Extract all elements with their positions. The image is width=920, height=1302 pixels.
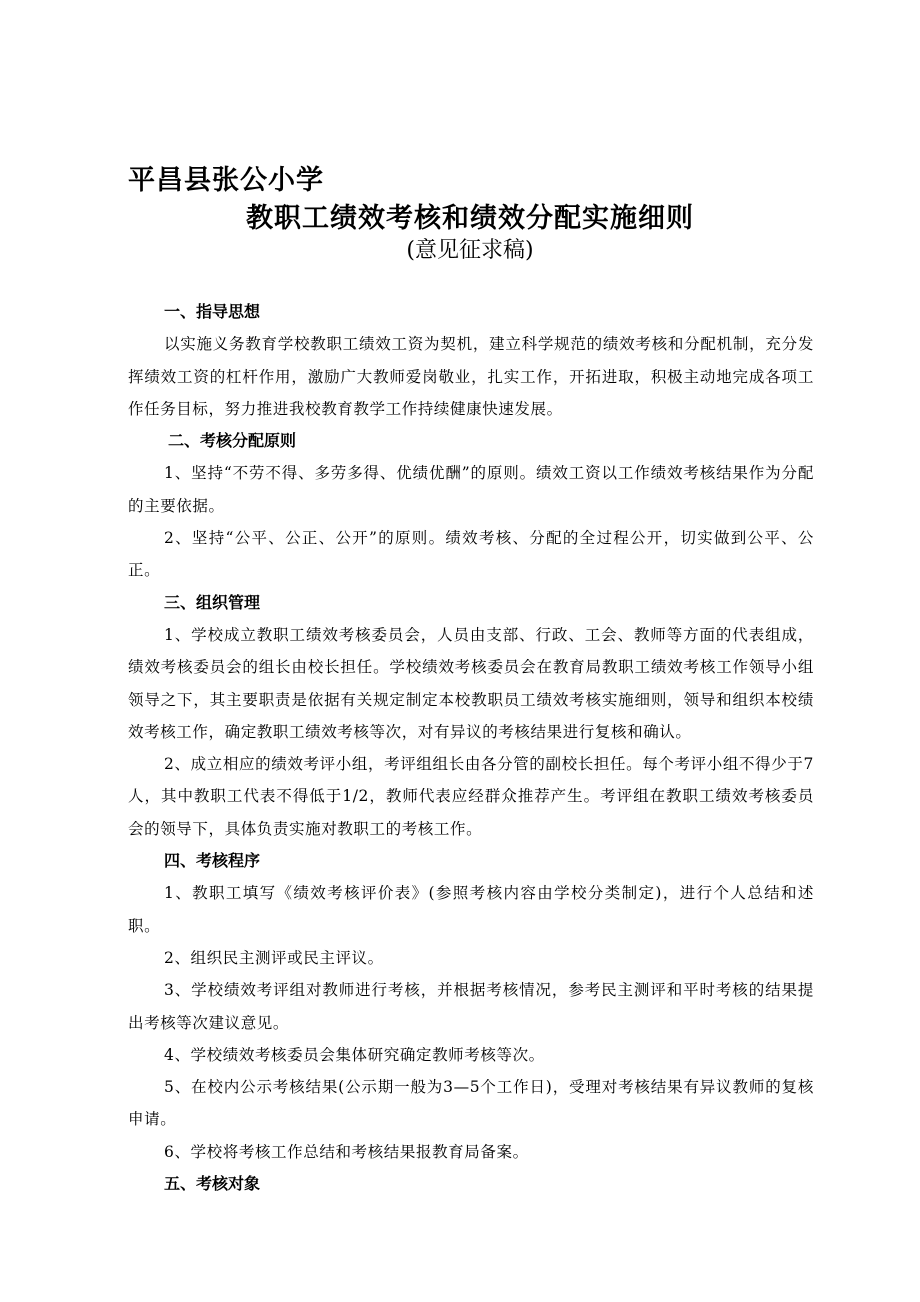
paragraph: 2、组织民主测评或民主评议。 <box>164 948 384 967</box>
paragraph: 2、成立相应的绩效考评小组，考评组组长由各分管的副校长担任。每个考评小组不得少于7人，其中教职工代表不得低于1/2，教师代表应经群众推荐产生。考评组在教职工绩效考核委员会的领导下，具体负责实施对教职工的考核工作。 <box>128 755 814 838</box>
paragraph: 2、坚持“公平、公正、公开”的原则。绩效考核、分配的全过程公开，切实做到公平、公正。 <box>128 529 814 580</box>
document-body <box>128 296 814 1200</box>
section-heading: 五、考核对象 <box>164 1174 261 1194</box>
paragraph: 4、学校绩效考核委员会集体研究确定教师考核等次。 <box>164 1045 545 1064</box>
document-subtitle: (意见征求稿) <box>406 238 534 263</box>
paragraph: 1、坚持“不劳不得、多劳多得、优绩优酬”的原则。绩效工资以工作绩效考核结果作为分配的主要依据。 <box>128 464 814 515</box>
school-name: 平昌县张公小学 <box>128 165 324 196</box>
document-title: 教职工绩效考核和绩效分配实施细则 <box>246 203 694 234</box>
paragraph: 1、学校成立教职工绩效考核委员会，人员由支部、行政、工会、教师等方面的代表组成，绩效考核委员会的组长由校长担任。学校绩效考核委员会在教育局教职工绩效考核工作领导小组领导之下，其主要职责是依据有关规定制定本校教职员工绩效考核实施细则，领导和组织本校绩效考核工作，确定教职工绩效考核等次，对有异议的考核结果进行复核和确认。 <box>128 625 814 741</box>
paragraph: 3、学校绩效考评组对教师进行考核，并根据考核情况，参考民主测评和平时考核的结果提出考核等次建议意见。 <box>128 981 814 1032</box>
section-heading: 一、指导思想 <box>164 302 261 321</box>
section-heading: 二、考核分配原则 <box>168 431 297 451</box>
paragraph: 5、在校内公示考核结果(公示期一般为3—5个工作日)，受理对考核结果有异议教师的复核申请。 <box>128 1078 814 1129</box>
section-heading: 三、组织管理 <box>164 592 261 612</box>
paragraph: 6、学校将考核工作总结和考核结果报教育局备案。 <box>164 1142 529 1161</box>
paragraph: 以实施义务教育学校教职工绩效工资为契机，建立科学规范的绩效考核和分配机制，充分发挥绩效工资的杠杆作用，激励广大教师爱岗敬业，扎实工作，开拓进取，积极主动地完成各项工作任务目标，努力推进我校教育教学工作持续健康快速发展。 <box>128 335 814 418</box>
section-heading: 四、考核程序 <box>164 851 261 871</box>
paragraph: 1、教职工填写《绩效考核评价表》(参照考核内容由学校分类制定)，进行个人总结和述职。 <box>128 884 814 935</box>
